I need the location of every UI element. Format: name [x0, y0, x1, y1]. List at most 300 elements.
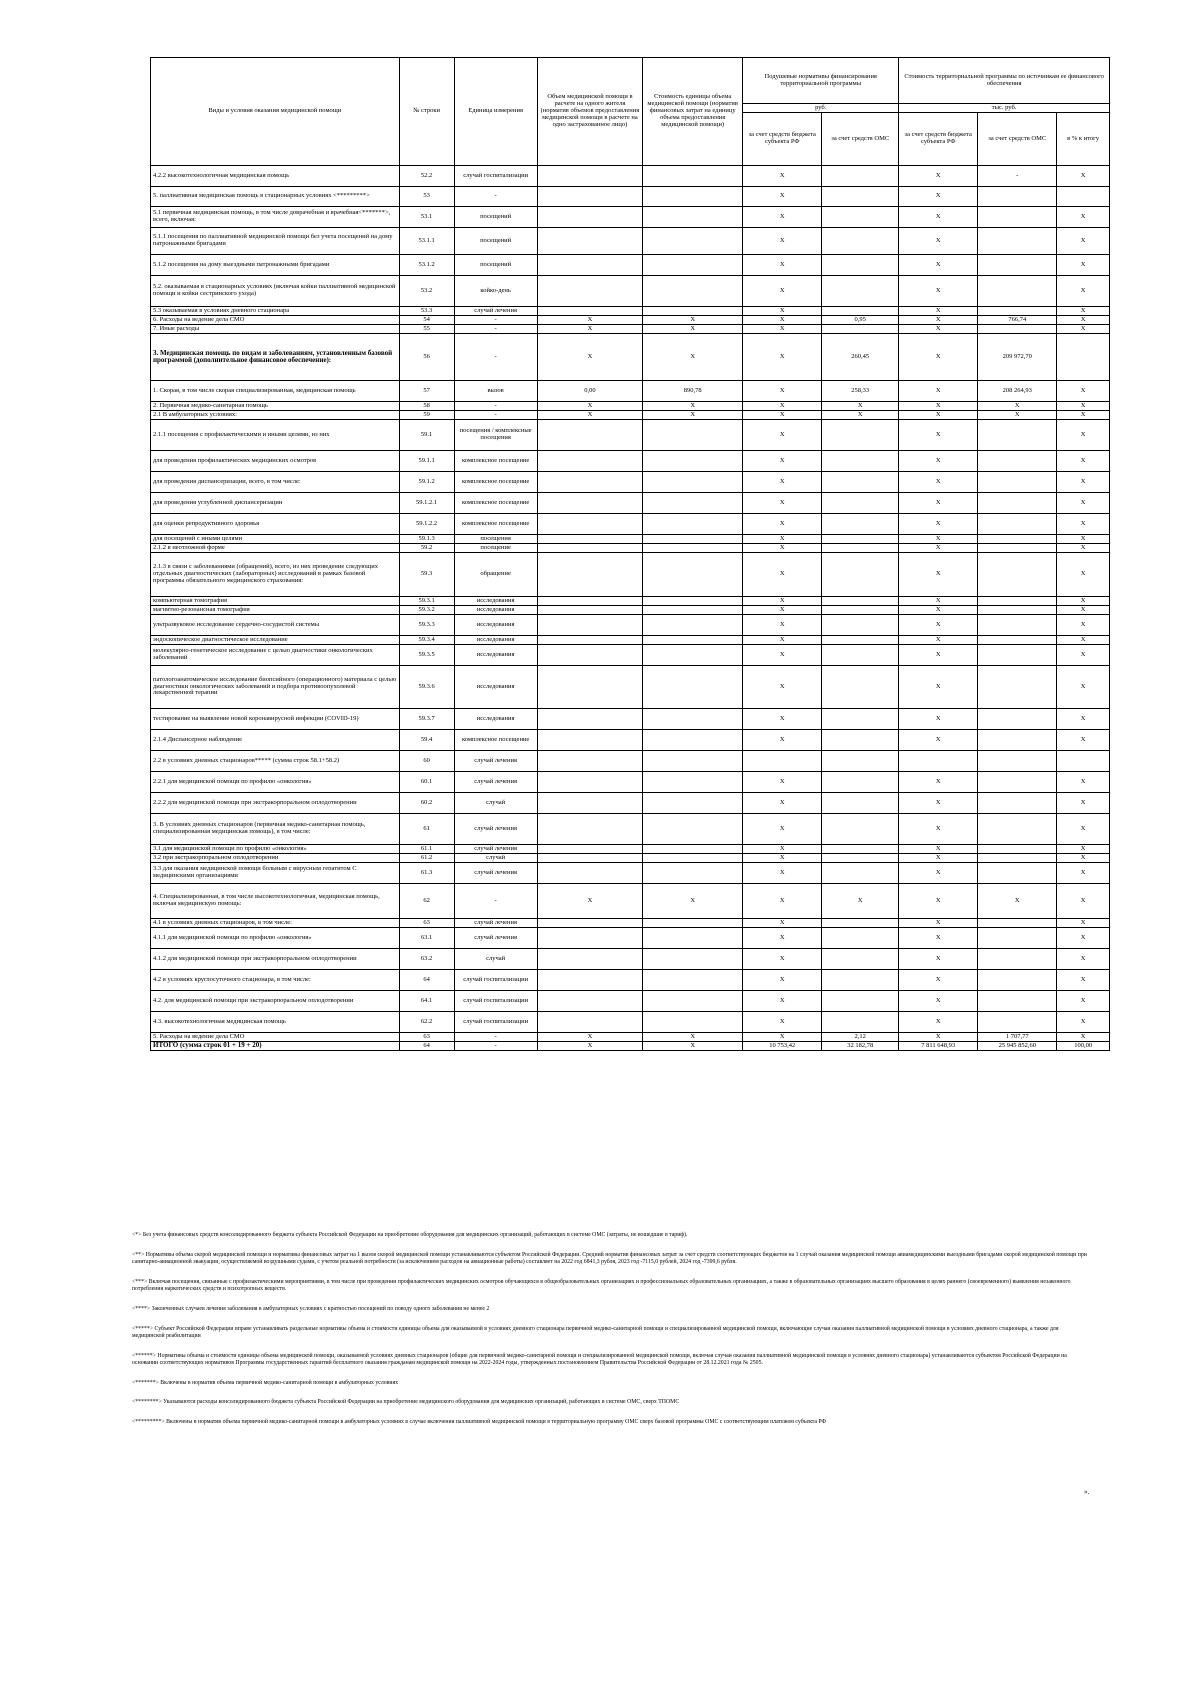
row-volume: [537, 1012, 642, 1033]
row-name: ультразвуковое исследование сердечно-сосудистой системы: [151, 615, 400, 636]
row-unit: посещений: [454, 228, 537, 255]
row-volume: X: [537, 884, 642, 919]
row-name: 2.2 в условиях дневных стационаров***** (сумма строк 58.1+58.2): [151, 751, 400, 772]
row-cost-oms: [978, 493, 1057, 514]
row-unit-cost: [643, 207, 743, 228]
row-number: 58: [399, 402, 454, 411]
row-volume: [537, 949, 642, 970]
row-norm-budget: X: [743, 949, 822, 970]
row-volume: [537, 472, 642, 493]
table-row: [151, 276, 1110, 307]
table-row: [151, 666, 1110, 709]
row-cost-oms: [978, 606, 1057, 615]
row-norm-oms: [822, 307, 899, 316]
row-norm-oms: [822, 187, 899, 207]
row-unit-cost: 890,78: [643, 381, 743, 402]
row-percent: X: [1057, 597, 1110, 606]
row-number: 59.3.3: [399, 615, 454, 636]
row-norm-budget: X: [743, 307, 822, 316]
row-unit-cost: [643, 544, 743, 553]
row-volume: [537, 814, 642, 845]
table-row: [151, 228, 1110, 255]
row-cost-budget: X: [899, 307, 978, 316]
row-percent: [1057, 751, 1110, 772]
row-cost-oms: [978, 553, 1057, 597]
table-body: [151, 166, 1110, 1051]
row-number: 59.2: [399, 544, 454, 553]
header-norm-budget: за счет средств бюджета субъекта РФ: [743, 113, 822, 166]
row-norm-budget: X: [743, 854, 822, 863]
table-row: [151, 544, 1110, 553]
row-cost-budget: X: [899, 1012, 978, 1033]
row-unit-cost: [643, 709, 743, 730]
row-unit-cost: X: [643, 411, 743, 420]
row-percent: X: [1057, 814, 1110, 845]
row-cost-oms: [978, 228, 1057, 255]
row-norm-budget: X: [743, 411, 822, 420]
row-cost-oms: [978, 793, 1057, 814]
row-norm-oms: [822, 493, 899, 514]
row-unit: обращение: [454, 553, 537, 597]
row-cost-oms: [978, 991, 1057, 1012]
row-volume: X: [537, 1033, 642, 1042]
row-norm-budget: [743, 751, 822, 772]
row-percent: X: [1057, 553, 1110, 597]
row-number: 59.1.3: [399, 535, 454, 544]
row-number: 53.1: [399, 207, 454, 228]
table-row: [151, 535, 1110, 544]
row-name: 4.1.1 для медицинской помощи по профилю «онкология»: [151, 928, 400, 949]
row-cost-oms: 1 707,77: [978, 1033, 1057, 1042]
row-number: 53.3: [399, 307, 454, 316]
row-percent: X: [1057, 451, 1110, 472]
row-cost-oms: X: [978, 402, 1057, 411]
row-unit: случай лечения: [454, 919, 537, 928]
row-number: 59.1.2.2: [399, 514, 454, 535]
row-volume: [537, 451, 642, 472]
row-unit: -: [454, 411, 537, 420]
row-number: 53.1.2: [399, 255, 454, 276]
footnote: <*****> Субъект Российской Федерации вправе устанавливать раздельные нормативы объема и стоимости единицы объема для оказываемой в условиях дневного стационара первичной медико-санитарной помощи и специализированной медицинской помощи, включающие случаи оказания паллиативной медицинской помощи в условиях дневного стационара, а также для медицинской реабилитации: [132, 1325, 1059, 1339]
row-number: 64: [399, 1042, 454, 1051]
row-norm-budget: X: [743, 276, 822, 307]
row-name: 4.1.2 для медицинской помощи при экстракорпоральном оплодотворении: [151, 949, 400, 970]
header-per-capita-norms: Подушевые нормативы финансирования территориальной программы: [743, 58, 899, 104]
row-unit-cost: [643, 535, 743, 544]
row-unit: случай госпитализации: [454, 1012, 537, 1033]
row-volume: X: [537, 325, 642, 334]
row-percent: X: [1057, 381, 1110, 402]
row-norm-oms: [822, 645, 899, 666]
row-unit: -: [454, 402, 537, 411]
row-cost-oms: [978, 845, 1057, 854]
row-percent: [1057, 187, 1110, 207]
row-norm-oms: 2,12: [822, 1033, 899, 1042]
row-cost-budget: X: [899, 970, 978, 991]
row-cost-budget: [899, 751, 978, 772]
row-norm-budget: X: [743, 514, 822, 535]
row-name: патологоанатомическое исследование биопсийного (операционного) материала с целью диагностики онкологических заболеваний и подбора противоопухолевой лекарственной терапии: [151, 666, 400, 709]
row-unit: случай: [454, 854, 537, 863]
row-unit-cost: [643, 166, 743, 187]
row-norm-oms: 32 182,78: [822, 1042, 899, 1051]
row-cost-budget: X: [899, 451, 978, 472]
row-norm-oms: [822, 863, 899, 884]
row-norm-oms: [822, 207, 899, 228]
row-norm-budget: X: [743, 884, 822, 919]
row-unit: исследования: [454, 636, 537, 645]
row-name: 6. Расходы на ведение дела СМО: [151, 316, 400, 325]
row-number: 59.3.2: [399, 606, 454, 615]
row-name: 3.2 при экстракорпоральном оплодотворении: [151, 854, 400, 863]
row-norm-budget: X: [743, 334, 822, 381]
row-percent: X: [1057, 544, 1110, 553]
row-volume: [537, 636, 642, 645]
row-number: 61.2: [399, 854, 454, 863]
row-unit-cost: [643, 606, 743, 615]
row-cost-oms: [978, 772, 1057, 793]
row-name: 3.1 для медицинской помощи по профилю «онкология»: [151, 845, 400, 854]
row-cost-oms: X: [978, 884, 1057, 919]
row-unit: посещений: [454, 255, 537, 276]
row-cost-oms: [978, 751, 1057, 772]
table-row: [151, 793, 1110, 814]
row-cost-budget: X: [899, 615, 978, 636]
row-norm-oms: [822, 666, 899, 709]
row-cost-budget: X: [899, 919, 978, 928]
row-unit-cost: [643, 636, 743, 645]
row-cost-budget: X: [899, 535, 978, 544]
row-name: молекулярно-генетическое исследование с целью диагностики онкологических заболеваний: [151, 645, 400, 666]
row-cost-budget: X: [899, 949, 978, 970]
row-unit: -: [454, 884, 537, 919]
row-volume: [537, 645, 642, 666]
row-cost-budget: X: [899, 645, 978, 666]
table-row: [151, 381, 1110, 402]
row-unit: комплексное посещение: [454, 493, 537, 514]
table-row: [151, 420, 1110, 451]
row-percent: X: [1057, 535, 1110, 544]
row-number: 56: [399, 334, 454, 381]
row-unit: исследования: [454, 666, 537, 709]
row-cost-oms: [978, 207, 1057, 228]
row-name: 2.1.3 в связи с заболеваниями (обращений), всего, из них проведение следующих отдельных диагностических (лабораторных) исследований в рамках базовой программы обязательного медицинского страхования:: [151, 553, 400, 597]
row-unit: посещение: [454, 544, 537, 553]
row-percent: X: [1057, 709, 1110, 730]
row-number: 59.3: [399, 553, 454, 597]
row-percent: X: [1057, 730, 1110, 751]
row-unit-cost: [643, 187, 743, 207]
row-volume: [537, 228, 642, 255]
row-unit-cost: [643, 730, 743, 751]
row-volume: [537, 863, 642, 884]
row-volume: [537, 535, 642, 544]
row-norm-budget: X: [743, 472, 822, 493]
row-number: 59.3.4: [399, 636, 454, 645]
table-row: [151, 493, 1110, 514]
row-norm-budget: X: [743, 420, 822, 451]
row-percent: X: [1057, 949, 1110, 970]
row-cost-budget: X: [899, 793, 978, 814]
table-row: [151, 814, 1110, 845]
row-unit-cost: X: [643, 1042, 743, 1051]
table-row: [151, 854, 1110, 863]
row-cost-budget: X: [899, 228, 978, 255]
row-norm-budget: X: [743, 1012, 822, 1033]
row-volume: [537, 919, 642, 928]
row-norm-budget: X: [743, 730, 822, 751]
row-unit-cost: [643, 970, 743, 991]
row-cost-oms: [978, 615, 1057, 636]
row-number: 55: [399, 325, 454, 334]
row-norm-budget: X: [743, 451, 822, 472]
row-name: 3. Медицинская помощь по видам и заболеваниям, установленным базовой программой (дополнительное финансовое обеспечение):: [151, 334, 400, 381]
row-unit: -: [454, 334, 537, 381]
row-unit-cost: [643, 793, 743, 814]
row-unit-cost: [643, 615, 743, 636]
row-norm-budget: X: [743, 991, 822, 1012]
table-row: [151, 772, 1110, 793]
row-volume: [537, 255, 642, 276]
row-percent: X: [1057, 207, 1110, 228]
row-cost-budget: X: [899, 402, 978, 411]
row-cost-budget: X: [899, 772, 978, 793]
row-percent: X: [1057, 228, 1110, 255]
table-row: [151, 514, 1110, 535]
row-percent: X: [1057, 793, 1110, 814]
row-unit: посещений: [454, 207, 537, 228]
row-unit: комплексное посещение: [454, 730, 537, 751]
row-cost-budget: X: [899, 325, 978, 334]
row-cost-oms: [978, 451, 1057, 472]
row-volume: [537, 751, 642, 772]
row-norm-oms: [822, 606, 899, 615]
row-cost-budget: X: [899, 472, 978, 493]
row-volume: [537, 514, 642, 535]
row-name: компьютерная томография: [151, 597, 400, 606]
footnote: <*******> Включены в норматив объема первичной медико-санитарной помощи в амбулаторных условиях: [132, 1379, 399, 1386]
row-number: 59.3.7: [399, 709, 454, 730]
row-volume: [537, 845, 642, 854]
row-percent: X: [1057, 276, 1110, 307]
row-norm-oms: [822, 615, 899, 636]
row-norm-oms: [822, 709, 899, 730]
row-cost-oms: [978, 666, 1057, 709]
row-norm-oms: [822, 544, 899, 553]
row-volume: [537, 597, 642, 606]
header-program-cost: Стоимость территориальной программы по источникам ее финансового обеспечения: [899, 58, 1110, 104]
header-percent: в % к итогу: [1057, 113, 1110, 166]
row-name: для посещений с иными целями: [151, 535, 400, 544]
row-unit-cost: [643, 493, 743, 514]
row-cost-budget: X: [899, 255, 978, 276]
row-number: 59.1.1: [399, 451, 454, 472]
row-number: 64: [399, 970, 454, 991]
row-percent: X: [1057, 884, 1110, 919]
table-row: [151, 991, 1110, 1012]
footnote: <***> Включая посещения, связанные с профилактическими мероприятиями, в том числе при проведении профилактических медицинских осмотров обучающихся в общеобразовательных организациях и профессиональных образовательных организациях, а также в образовательных организациях высшего образования в целях раннего (своевременного) выявления незаконного потребления наркотических средств и психотропных веществ.: [132, 1278, 1071, 1292]
row-norm-oms: 260,45: [822, 334, 899, 381]
header-cost-oms: за счет средств ОМС: [978, 113, 1057, 166]
row-number: 60.1: [399, 772, 454, 793]
row-volume: [537, 854, 642, 863]
row-unit: койко-день: [454, 276, 537, 307]
table-row: [151, 1033, 1110, 1042]
row-cost-oms: [978, 854, 1057, 863]
table-row: [151, 334, 1110, 381]
table-row: [151, 597, 1110, 606]
row-unit: посещения / комплексные посещения: [454, 420, 537, 451]
row-volume: X: [537, 334, 642, 381]
table-row: [151, 166, 1110, 187]
row-cost-budget: X: [899, 493, 978, 514]
row-number: 53.1.1: [399, 228, 454, 255]
row-norm-budget: X: [743, 615, 822, 636]
row-unit-cost: [643, 751, 743, 772]
table-row: [151, 884, 1110, 919]
row-volume: [537, 553, 642, 597]
row-name: ИТОГО (сумма строк 01 + 19 + 20): [151, 1042, 400, 1051]
table-row: [151, 636, 1110, 645]
row-cost-oms: X: [978, 411, 1057, 420]
row-name: 2.1 В амбулаторных условиях:: [151, 411, 400, 420]
row-cost-oms: [978, 636, 1057, 645]
row-unit: комплексное посещение: [454, 472, 537, 493]
row-name: 5.1.1 посещения по паллиативной медицинской помощи без учета посещений на дому патронажными бригадами: [151, 228, 400, 255]
row-norm-oms: [822, 255, 899, 276]
row-unit: случай лечения: [454, 307, 537, 316]
table-row: [151, 615, 1110, 636]
row-cost-budget: X: [899, 863, 978, 884]
row-volume: [537, 420, 642, 451]
row-norm-budget: X: [743, 793, 822, 814]
row-cost-budget: X: [899, 187, 978, 207]
row-number: 59.1: [399, 420, 454, 451]
row-percent: X: [1057, 772, 1110, 793]
row-norm-oms: [822, 793, 899, 814]
row-norm-oms: [822, 553, 899, 597]
row-unit: -: [454, 187, 537, 207]
row-volume: X: [537, 1042, 642, 1051]
row-percent: X: [1057, 845, 1110, 854]
row-cost-budget: X: [899, 666, 978, 709]
row-unit-cost: X: [643, 316, 743, 325]
header-cost-budget: за счет средств бюджета субъекта РФ: [899, 113, 978, 166]
row-cost-oms: 766,74: [978, 316, 1057, 325]
row-percent: X: [1057, 402, 1110, 411]
row-unit-cost: [643, 553, 743, 597]
row-number: 63: [399, 919, 454, 928]
row-cost-budget: X: [899, 709, 978, 730]
row-unit-cost: [643, 814, 743, 845]
row-percent: X: [1057, 255, 1110, 276]
row-volume: [537, 772, 642, 793]
row-cost-budget: X: [899, 553, 978, 597]
row-name: 4.2. для медицинской помощи при экстракорпоральном оплодотворении: [151, 991, 400, 1012]
row-number: 61.1: [399, 845, 454, 854]
row-cost-oms: [978, 514, 1057, 535]
row-cost-oms: [978, 814, 1057, 845]
row-percent: X: [1057, 991, 1110, 1012]
row-percent: [1057, 334, 1110, 381]
row-volume: X: [537, 411, 642, 420]
table-row: [151, 451, 1110, 472]
row-name: 5.1.2 посещения на дому выездными патронажными бригадами: [151, 255, 400, 276]
row-name: 5.3 оказываемая в условиях дневного стационара: [151, 307, 400, 316]
row-cost-oms: [978, 255, 1057, 276]
row-name: 4.2 в условиях круглосуточного стационара, в том числе:: [151, 970, 400, 991]
row-unit: случай лечения: [454, 772, 537, 793]
row-norm-budget: 10 753,42: [743, 1042, 822, 1051]
row-number: 61: [399, 814, 454, 845]
row-cost-oms: [978, 928, 1057, 949]
row-name: 1. Скорая, в том числе скорая специализированная, медицинская помощь: [151, 381, 400, 402]
row-unit: случай: [454, 793, 537, 814]
table-row: [151, 1042, 1110, 1051]
table-row: [151, 207, 1110, 228]
row-volume: [537, 666, 642, 709]
row-unit: случай: [454, 949, 537, 970]
program-cost-table: [150, 57, 1110, 1051]
row-volume: [537, 615, 642, 636]
row-norm-budget: X: [743, 535, 822, 544]
row-number: 62.2: [399, 1012, 454, 1033]
row-unit: -: [454, 1042, 537, 1051]
row-volume: [537, 991, 642, 1012]
row-norm-budget: X: [743, 228, 822, 255]
footnote: <*********> Включены в норматив объема первичной медико-санитарной помощи в амбулаторных условиях в случае включения паллиативной медицинской помощи в территориальную программу ОМС сверх базовой программы ОМС с соответствующим платежом субъекта РФ: [132, 1419, 827, 1426]
table-row: [151, 863, 1110, 884]
table-row: [151, 606, 1110, 615]
row-norm-oms: [822, 636, 899, 645]
table-row: [151, 1012, 1110, 1033]
row-norm-budget: X: [743, 709, 822, 730]
row-volume: X: [537, 402, 642, 411]
row-cost-oms: [978, 645, 1057, 666]
table-row: [151, 645, 1110, 666]
row-percent: 100,00: [1057, 1042, 1110, 1051]
row-norm-budget: X: [743, 381, 822, 402]
row-name: 2.2.1 для медицинской помощи по профилю «онкология»: [151, 772, 400, 793]
row-percent: X: [1057, 493, 1110, 514]
row-norm-budget: X: [743, 919, 822, 928]
table-row: [151, 970, 1110, 991]
row-unit-cost: [643, 255, 743, 276]
row-unit-cost: X: [643, 325, 743, 334]
row-norm-oms: [822, 325, 899, 334]
row-cost-budget: X: [899, 207, 978, 228]
row-percent: X: [1057, 166, 1110, 187]
row-unit-cost: [643, 276, 743, 307]
row-unit-cost: [643, 863, 743, 884]
row-cost-budget: X: [899, 514, 978, 535]
row-unit-cost: X: [643, 884, 743, 919]
row-unit: -: [454, 1033, 537, 1042]
table-row: [151, 325, 1110, 334]
row-percent: X: [1057, 615, 1110, 636]
row-unit-cost: [643, 666, 743, 709]
row-norm-oms: [822, 472, 899, 493]
row-norm-budget: X: [743, 970, 822, 991]
row-unit: посещения: [454, 535, 537, 544]
row-norm-oms: X: [822, 411, 899, 420]
row-unit-cost: [643, 597, 743, 606]
row-norm-oms: [822, 854, 899, 863]
footnotes: [132, 1232, 1092, 1439]
row-percent: X: [1057, 472, 1110, 493]
row-unit-cost: [643, 772, 743, 793]
row-norm-budget: X: [743, 1033, 822, 1042]
